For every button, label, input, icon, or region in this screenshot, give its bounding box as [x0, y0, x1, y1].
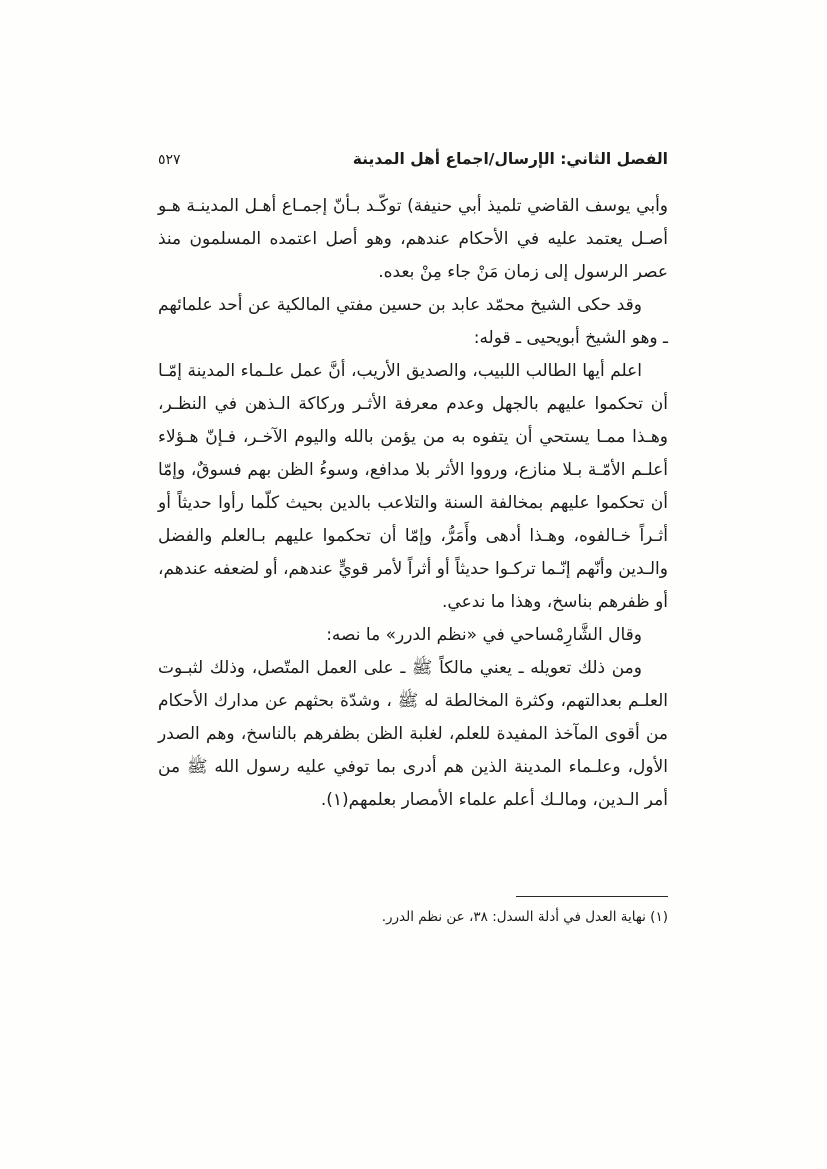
page-number: ٥٢٧ — [158, 152, 181, 168]
page-header — [158, 150, 668, 178]
body-paragraph-3: اعلم أيها الطالب اللبيب، والصديق الأريب، أنَّ عمل علـماء المدينة إمّـا أن تحكموا عليهم بالجهل وعدم معرفة الأثـر وركاكة الـذهن في النظـر، وهـذا ممـا يستحي أن يتفوه به من يؤمن بالله واليوم الآخـر، فـإنّ هـؤلاء أعلـم الأمّـة بـلا منازع، ورووا الأثر بلا مدافع، وسوءُ الظن بهم فسوقٌ، وإمّا أن تحكموا عليهم بمخالفة السنة والتلاعب بالدين بحيث كلّما رأوا حديثاً أو أثـراً خـالفوه، وهـذا أدهى وأَمَرُّ، وإمّا أن تحكموا عليهم بـالعلم والفضل والـدين وأنّهم إنّـما تركـوا حديثاً أو أثراً لأمر قويٍّ عندهم، أو لضعفه عندهم، أو ظفرهم بناسخ، وهذا ما ندعي. — [158, 361, 668, 612]
body-paragraph-4: وقال الشَّارِمْساحي في «نظم الدرر» ما نصه: — [326, 625, 642, 645]
body-paragraph-5: ومن ذلك تعويله ـ يعني مالكاً ﷺ ـ على العمل المتّصل، وذلك لثبـوت العلـم بعدالتهم، وكثرة المخالطة له ﷺ ، وشدّة بحثهم عن مدارك الأحكام من أقوى المآخذ المفيدة للعلم، لغلبة الظن بظفرهم بالناسخ، وهم الصدر الأول، وعلـماء المدينة الذين هم أدرى بما توفي عليه رسول الله ﷺ من أمر الـدين، ومالـك أعلم علماء الأمصار بعلمهم(١). — [158, 658, 668, 810]
body-paragraph-2: وقد حكى الشيخ محمّد عابد بن حسين مفتي المالكية عن أحد علمائهم ـ وهو الشيخ أبويحيى ـ قوله: — [158, 295, 668, 348]
footnote-text: (١) نهاية العدل في أدلة السدل: ٣٨، عن نظم الدرر. — [381, 909, 668, 925]
page-content — [158, 150, 668, 817]
body-paragraph-1: وأبي يوسف القاضي تلميذ أبي حنيفة) توكّـد بـأنّ إجمـاع أهـل المدينـة هـو أصـل يعتمد عليه في الأحكام عندهم، وهو أصل اعتمده المسلمون منذ عصر الرسول إلى زمان مَنْ جاء مِنْ بعده. — [158, 196, 668, 282]
footnote-separator-rule — [516, 896, 668, 897]
chapter-title: الفصل الثاني: الإرسال/اجماع أهل المدينة — [352, 150, 668, 168]
footnotes-section — [158, 896, 668, 928]
body-text — [158, 190, 668, 817]
